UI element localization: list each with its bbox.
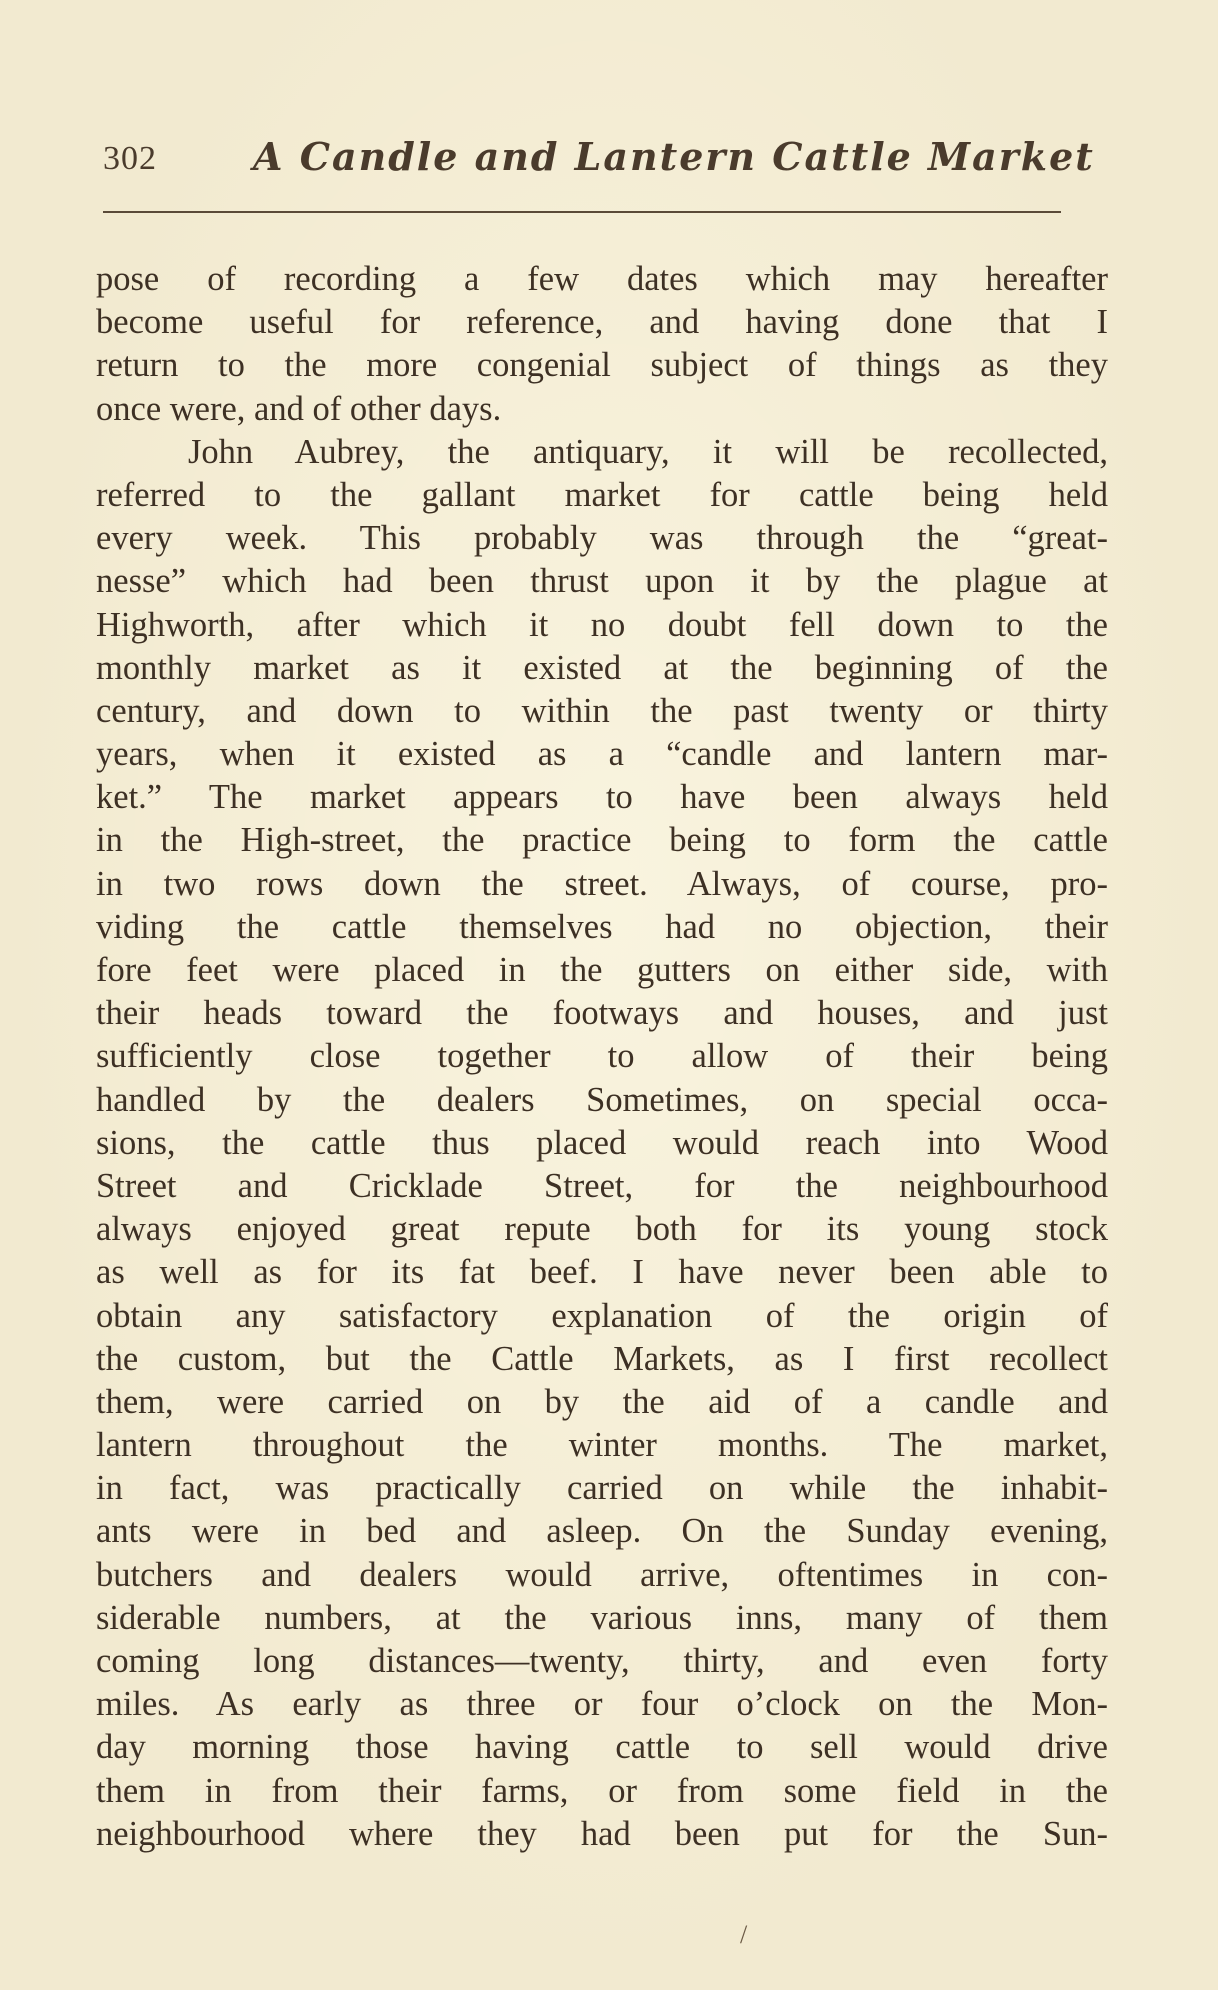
text-line: in the High-street, the practice being to form the cattle — [96, 821, 1108, 860]
text-line: become useful for reference, and having done that I — [96, 303, 1108, 342]
text-line: coming long distances—twenty, thirty, and even forty — [96, 1642, 1108, 1680]
header-rule — [103, 211, 1061, 213]
text-line: butchers and dealers would arrive, oftentimes in con- — [96, 1555, 1108, 1594]
text-line: ants were in bed and asleep. On the Sunday evening, — [96, 1512, 1108, 1551]
text-line: fore feet were placed in the gutters on either side, with — [96, 951, 1108, 989]
text-line: always enjoyed great repute both for its young stock — [96, 1210, 1108, 1249]
text-line: handled by the dealers Sometimes, on special occa- — [96, 1080, 1108, 1119]
text-line: viding the cattle themselves had no objection, their — [96, 907, 1108, 946]
text-line: nesse” which had been thrust upon it by the plague at — [96, 562, 1108, 601]
text-line: miles. As early as three or four o’clock on the Mon- — [96, 1685, 1108, 1724]
text-line: every week. This probably was through the “great- — [96, 519, 1108, 558]
text-line: in fact, was practically carried on while the inhabit- — [96, 1469, 1108, 1508]
text-line: John Aubrey, the antiquary, it will be recollected, — [188, 432, 1108, 471]
text-line: monthly market as it existed at the beginning of the — [96, 648, 1108, 687]
text-line: years, when it existed as a “candle and lantern mar- — [96, 735, 1108, 774]
text-line: their heads toward the footways and houses, and just — [96, 994, 1108, 1033]
text-line: lantern throughout the winter months. The market, — [96, 1426, 1108, 1465]
body-text — [96, 258, 1108, 1856]
text-line: return to the more congenial subject of things as they — [96, 346, 1108, 385]
text-line: pose of recording a few dates which may hereafter — [96, 260, 1108, 298]
text-line: sufficiently close together to allow of their being — [96, 1037, 1108, 1076]
text-line: neighbourhood where they had been put for the Sun- — [96, 1814, 1108, 1853]
text-line: obtain any satisfactory explanation of the origin of — [96, 1296, 1108, 1335]
text-line: sions, the cattle thus placed would reach into Wood — [96, 1123, 1108, 1162]
text-line: day morning those having cattle to sell would drive — [96, 1728, 1108, 1767]
text-line: in two rows down the street. Always, of course, pro- — [96, 864, 1108, 903]
running-head — [103, 132, 1113, 188]
text-line: siderable numbers, at the various inns, many of them — [96, 1598, 1108, 1637]
text-line: ket.” The market appears to have been always held — [96, 778, 1108, 817]
text-line: referred to the gallant market for cattle being held — [96, 475, 1108, 514]
text-line: century, and down to within the past twenty or thirty — [96, 691, 1108, 730]
text-line: as well as for its fat beef. I have never been able to — [96, 1253, 1108, 1292]
text-line: once were, and of other days. — [96, 389, 502, 428]
text-line: them, were carried on by the aid of a candle and — [96, 1382, 1108, 1421]
text-line: Street and Cricklade Street, for the neighbourhood — [96, 1166, 1108, 1205]
running-title: A Candle and Lantern Cattle Market — [253, 134, 1095, 179]
text-line: them in from their farms, or from some field in the — [96, 1771, 1108, 1810]
text-line: Highworth, after which it no doubt fell down to the — [96, 605, 1108, 644]
text-line: the custom, but the Cattle Markets, as I first recollect — [96, 1339, 1108, 1378]
page-number: 302 — [103, 140, 157, 177]
stray-mark: / — [740, 1920, 748, 1949]
